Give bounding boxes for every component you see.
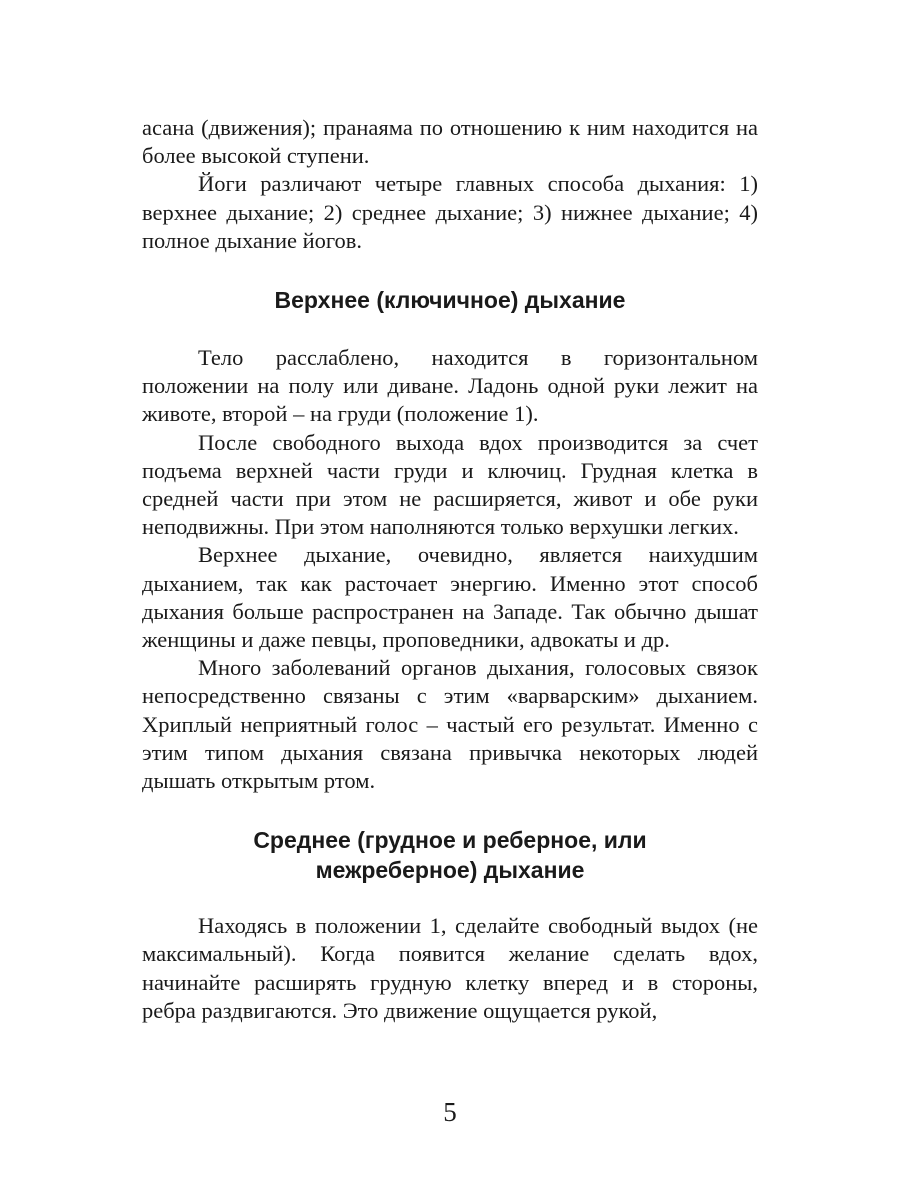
paragraph-intro-continuation: асана (движения); пранаяма по отношению к ним находится на более высокой ступени.: [142, 115, 758, 169]
paragraph-diseases: Много заболеваний органов дыхания, голосовых связок непосредственно связаны с этим «варварским» дыханием. Хриплый неприятный голос – частый его результат. Именно с этим типом дыхания связана привычка некоторых людей дышать открытым ртом.: [142, 655, 758, 794]
paragraph-worst-breathing: Верхнее дыхание, очевидно, является наихудшим дыханием, так как расточает энергию. Именно этот способ дыхания больше распространен на Западе. Так обычно дышат женщины и даже певцы, проповедники, адвокаты и др.: [142, 542, 758, 653]
paragraph-inhale-mechanics: После свободного выхода вдох производится за счет подъема верхней части груди и ключиц. Грудная клетка в средней части при этом не расширяется, живот и обе руки неподвижны. При этом наполняются только верхушки легких.: [142, 429, 758, 540]
page-number: 5: [443, 1097, 457, 1127]
paragraph-middle-breathing-instructions: Находясь в положении 1, сделайте свободный выдох (не максимальный). Когда появится желание сделать вдох, начинайте расширять грудную клетку вперед и в стороны, ребра раздвигаются. Это движение ощущается рукой,: [142, 913, 758, 1023]
section-heading-upper-breathing: Верхнее (ключичное) дыхание: [274, 287, 626, 314]
section-heading-middle-breathing: [142, 825, 758, 885]
paragraph-breathing-methods: Йоги различают четыре главных способа дыхания: 1) верхнее дыхание; 2) среднее дыхание; 3) нижнее дыхание; 4) полное дыхание йогов.: [142, 171, 758, 253]
section-heading-line-2: межреберное) дыхание: [315, 857, 585, 884]
paragraph-body-position: Тело расслаблено, находится в горизонтальном положении на полу или диване. Ладонь одной руки лежит на животе, второй – на груди (положение 1).: [142, 345, 758, 427]
section-heading-line-1: Среднее (грудное и реберное, или: [253, 827, 647, 854]
page-body: [142, 114, 758, 1025]
